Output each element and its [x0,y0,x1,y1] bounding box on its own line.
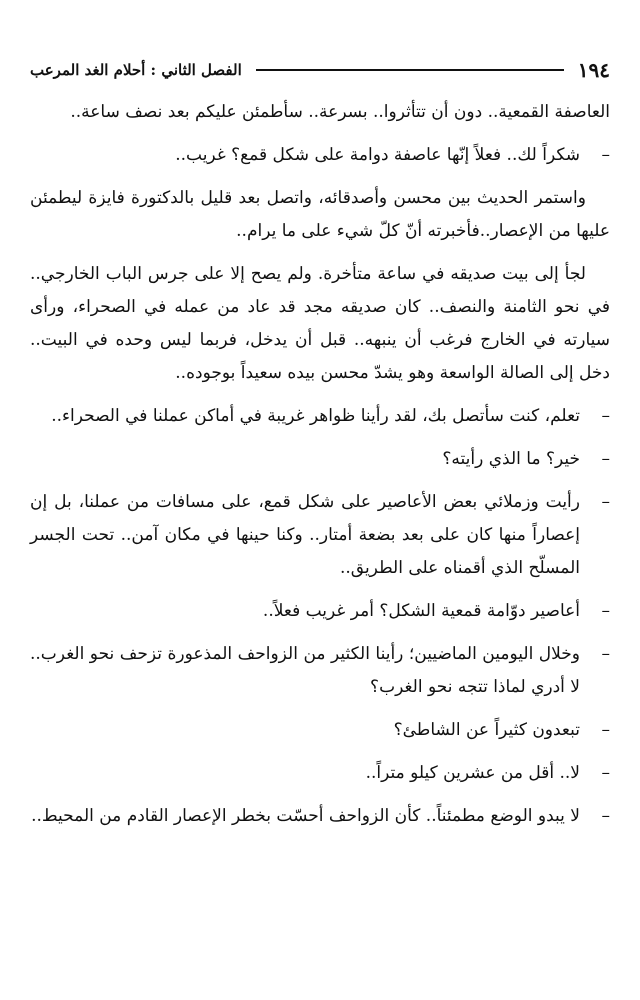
dialogue-dash: – [601,406,610,426]
dialogue-text: تبعدون كثيراً عن الشاطئ؟ [393,720,580,740]
dialogue-text: شكراً لك.. فعلاً إنّها عاصفة دوامة على شكل قمع؟ غريب.. [175,145,580,165]
running-header [30,52,610,88]
dialogue-line [30,595,610,628]
dialogue-dash: – [601,806,610,826]
dialogue-dash: – [601,492,610,512]
dialogue-text: خير؟ ما الذي رأيته؟ [442,449,580,469]
dialogue-line [30,714,610,747]
paragraph: لجأ إلى بيت صديقه في ساعة متأخرة. ولم يصح إلا على جرس الباب الخارجي.. في نحو الثامنة والنصف.. كان صديقه مجد قد عاد من عمله في الصحراء، ورأى سيارته في الخارج فرغب أن ينبهه.. قبل أن يدخل، فربما ليس وحده في البيت.. دخل إلى الصالة الواسعة وهو يشدّ محسن بيده سعيداً بوجوده.. [30,264,610,383]
body-text [30,96,610,833]
dialogue-line [30,486,610,585]
dialogue-line [30,400,610,433]
dialogue-dash: – [601,763,610,783]
dialogue-line [30,443,610,476]
dialogue-text: وخلال اليومين الماضيين؛ رأينا الكثير من الزواحف المذعورة تزحف نحو الغرب.. لا أدري لماذا تتجه نحو الغرب؟ [30,644,580,697]
dialogue-dash: – [601,644,610,664]
dialogue-text: رأيت وزملائي بعض الأعاصير على شكل قمع، على مسافات من عملنا، بل إن إعصاراً منها كان على بعد بضعة أمتار.. وكنا حينها في مكان آمن.. تحت الجسر المسلّح الذي أقمناه على الطريق.. [30,492,580,578]
chapter-title: الفصل الثاني : أحلام الغد المرعب [30,61,242,79]
dialogue-line [30,139,610,172]
dialogue-dash: – [601,145,610,165]
dialogue-dash: – [601,720,610,740]
dialogue-text: أعاصير دوّامة قمعية الشكل؟ أمر غريب فعلاً.. [262,601,580,621]
paragraph: العاصفة القمعية.. دون أن تتأثروا.. بسرعة.. سأطمئن عليكم بعد نصف ساعة.. [70,102,610,122]
page-number: ١٩٤ [577,58,610,82]
dialogue-line [30,800,610,833]
header-rule [256,69,564,71]
dialogue-text: لا.. أقل من عشرين كيلو متراً.. [365,763,580,783]
dialogue-line [30,757,610,790]
dialogue-dash: – [601,601,610,621]
dialogue-line [30,638,610,704]
dialogue-dash: – [601,449,610,469]
book-page [30,52,610,1000]
paragraph: واستمر الحديث بين محسن وأصدقائه، واتصل بعد قليل بالدكتورة فايزة ليطمئن عليها من الإعصار..فأخبرته أنّ كلّ شيء على ما يرام.. [30,188,610,241]
dialogue-text: لا يبدو الوضع مطمئناً.. كأن الزواحف أحسّت بخطر الإعصار القادم من المحيط.. [31,806,580,826]
dialogue-text: تعلم، كنت سأتصل بك، لقد رأينا ظواهر غريبة في أماكن عملنا في الصحراء.. [51,406,580,426]
